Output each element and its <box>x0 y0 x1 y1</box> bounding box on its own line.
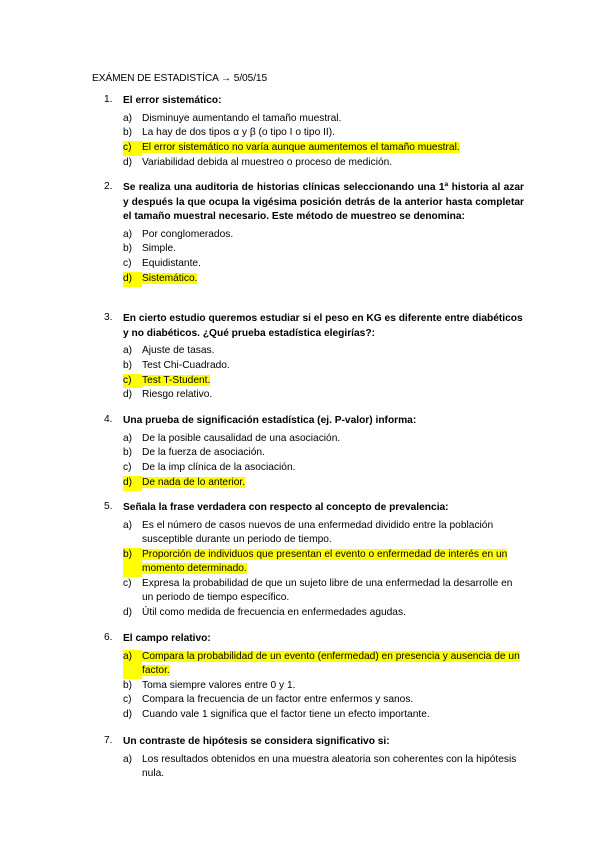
option-a-highlighted: a) Compara la probabilidad de un evento (enfermedad) en presencia y ausencia de un factor. <box>123 650 524 679</box>
option-d-highlighted: d) Sistemático. <box>123 272 524 287</box>
question-2 <box>104 181 524 287</box>
question-6 <box>104 632 524 722</box>
option-d-highlighted: d) De nada de lo anterior. <box>123 476 524 491</box>
option-d: d) Útil como medida de frecuencia en enfermedades agudas. <box>123 606 406 618</box>
option-b: b) La hay de dos tipos α y β (o tipo I o tipo II). <box>123 127 335 139</box>
question-7 <box>104 735 524 782</box>
question-number: 3. <box>104 312 113 323</box>
option-d: d) Cuando vale 1 significa que el factor tiene un efecto importante. <box>123 708 430 720</box>
question-number: 2. <box>104 181 113 192</box>
question-3 <box>104 312 524 403</box>
question-number: 1. <box>104 94 113 105</box>
option-b-highlighted: b) Proporción de individuos que presentan el evento o enfermedad de interés en un momento determinado. <box>123 548 524 577</box>
option-c: c) Compara la frecuencia de un factor entre enfermos y sanos. <box>123 694 414 705</box>
question-number: 4. <box>104 414 113 425</box>
option-a: a) Por conglomerados. <box>123 228 234 240</box>
question-5 <box>104 501 524 620</box>
question-text: Un contraste de hipótesis se considera significativo si: <box>123 736 390 747</box>
option-a: a) Disminuye aumentando el tamaño muestral. <box>123 112 342 124</box>
option-c-highlighted: c) El error sistemático no varía aunque aumentemos el tamaño muestral. <box>123 141 524 156</box>
option-b: b) Test Chi-Cuadrado. <box>123 359 230 371</box>
option-d: d) Variabilidad debida al muestreo o proceso de medición. <box>123 156 393 168</box>
option-b: b) De la fuerza de asociación. <box>123 447 265 459</box>
option-a: a) Es el número de casos nuevos de una enfermedad dividido entre la población susceptible durante un periodo de tiempo. <box>123 519 494 545</box>
question-number: 5. <box>104 501 113 512</box>
question-text: Se realiza una auditoria de historias clínicas seleccionando una 1ª historia al azar y después la que ocupa la vigésima posición detrás de la anterior hasta completar el tamaño muestral necesario. Este método de muestreo se denomina: <box>123 182 524 222</box>
option-d: d) Riesgo relativo. <box>123 389 213 401</box>
exam-title: EXÁMEN DE ESTADISTÍCA → 5/05/15 <box>92 73 268 84</box>
option-c: c) Equidistante. <box>123 258 201 270</box>
option-b: b) Toma siempre valores entre 0 y 1. <box>123 679 296 691</box>
option-a: a) De la posible causalidad de una asociación. <box>123 432 341 444</box>
question-text: El campo relativo: <box>123 633 211 644</box>
question-text: Una prueba de significación estadística (ej. P-valor) informa: <box>123 415 417 426</box>
question-1 <box>104 94 524 171</box>
question-number: 6. <box>104 632 113 643</box>
option-a: a) Los resultados obtenidos en una muestra aleatoria son coherentes con la hipótesis nula. <box>123 753 517 779</box>
option-b: b) Simple. <box>123 243 176 255</box>
option-c-highlighted: c) Test T-Student. <box>123 374 524 389</box>
option-c: c) Expresa la probabilidad de que un sujeto libre de una enfermedad la desarrolle en un periodo de tiempo específico. <box>123 577 513 603</box>
option-c: c) De la imp clínica de la asociación. <box>123 462 296 474</box>
question-number: 7. <box>104 735 113 746</box>
question-text: Señala la frase verdadera con respecto al concepto de prevalencia: <box>123 502 449 513</box>
question-4 <box>104 414 524 491</box>
question-text: El error sistemático: <box>123 95 222 106</box>
option-a: a) Ajuste de tasas. <box>123 345 215 356</box>
question-text: En cierto estudio queremos estudiar si el peso en KG es diferente entre diabéticos y no diabéticos. ¿Qué prueba estadística elegirías?: <box>123 313 523 339</box>
